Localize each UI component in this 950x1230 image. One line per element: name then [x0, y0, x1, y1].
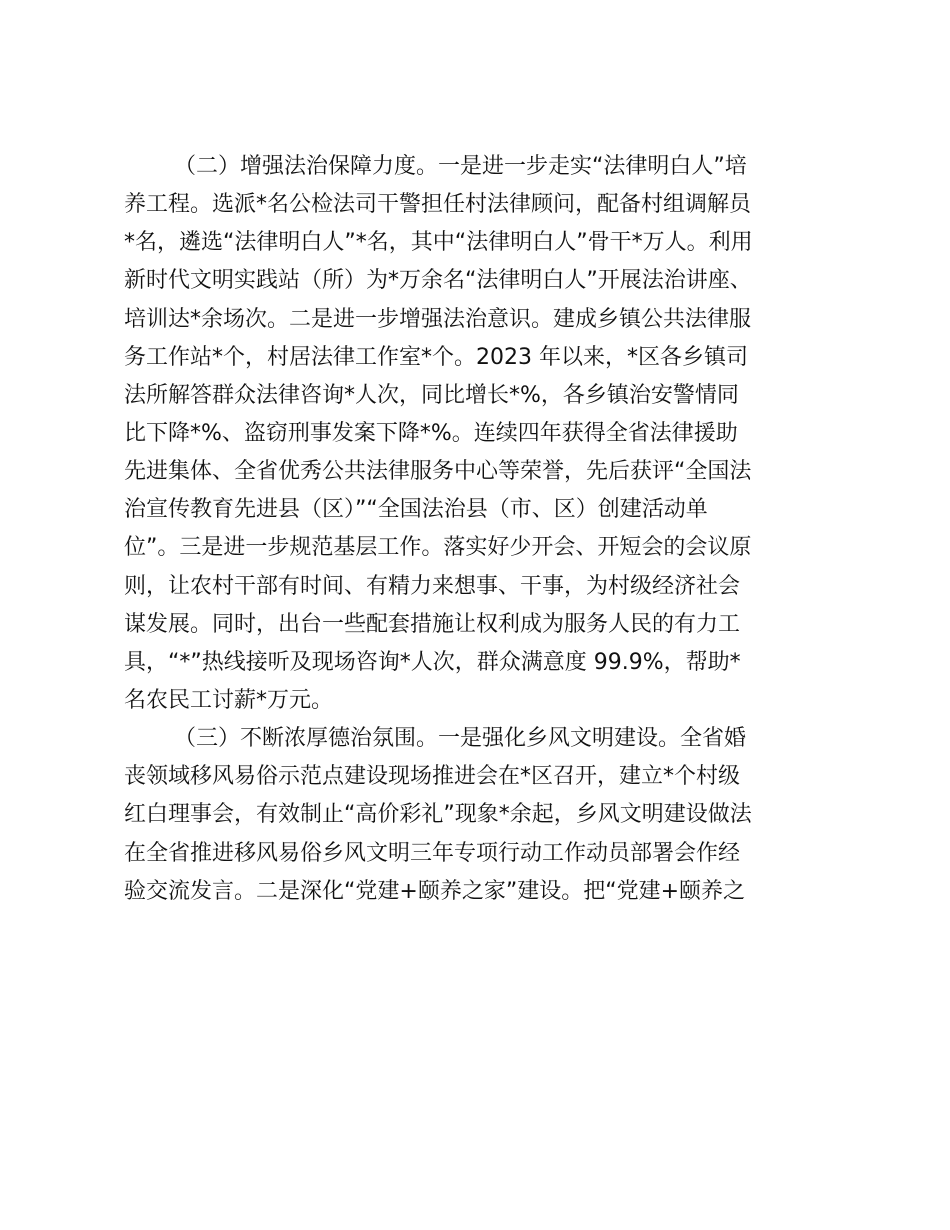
paragraph-line: 先进集体、全省优秀公共法律服务中心等荣誉，先后获评“全国法 [124, 459, 752, 485]
paragraph-line: 治宣传教育先进县（区）”“全国法治县（市、区）创建活动单 [124, 497, 708, 523]
paragraph-line: （三）不断浓厚德治氛围。一是强化乡风文明建设。全省婚 [174, 726, 747, 752]
paragraph-line: 则，让农村干部有时间、有精力来想事、干事，为村级经济社会 [124, 573, 741, 599]
paragraph-line: 培训达*余场次。二是进一步增强法治意识。建成乡镇公共法律服 [124, 306, 752, 332]
paragraph-line: 在全省推进移风易俗乡风文明三年专项行动工作动员部署会作经 [124, 840, 741, 866]
paragraph-line: 务工作站*个，村居法律工作室*个。2023 年以来，*区各乡镇司 [124, 344, 748, 370]
paragraph-line: 谋发展。同时，出台一些配套措施让权利成为服务人民的有力工 [124, 611, 741, 637]
paragraph-line: 具，“*”热线接听及现场咨询*人次，群众满意度 99.9%，帮助* [124, 649, 741, 675]
paragraph-line: *名，遴选“法律明白人”*名，其中“法律明白人”骨干*万人。利用 [124, 230, 753, 256]
paragraph-line: 新时代文明实践站（所）为*万余名“法律明白人”开展法治讲座、 [124, 268, 752, 294]
paragraph-line: （二）增强法治保障力度。一是进一步走实“法律明白人”培 [174, 154, 747, 179]
paragraph-line: 养工程。选派*名公检法司干警担任村法律顾问，配备村组调解员 [124, 192, 752, 218]
paragraph-line: 位”。三是进一步规范基层工作。落实好少开会、开短会的会议原 [124, 535, 752, 561]
document-body [124, 148, 834, 911]
paragraph-line: 丧领域移风易俗示范点建设现场推进会在*区召开，建立*个村级 [124, 764, 741, 790]
paragraph-line: 验交流发言。二是深化“党建+颐养之家”建设。把“党建+颐养之 [124, 878, 746, 904]
paragraph-line: 红白理事会，有效制止“高价彩礼”现象*余起，乡风文明建设做法 [124, 802, 752, 828]
paragraph-line: 法所解答群众法律咨询*人次，同比增长*%，各乡镇治安警情同 [124, 382, 739, 408]
paragraph-line: 比下降*%、盗窃刑事发案下降*%。连续四年获得全省法律援助 [124, 420, 738, 446]
paragraph-line: 名农民工讨薪*万元。 [124, 687, 334, 713]
